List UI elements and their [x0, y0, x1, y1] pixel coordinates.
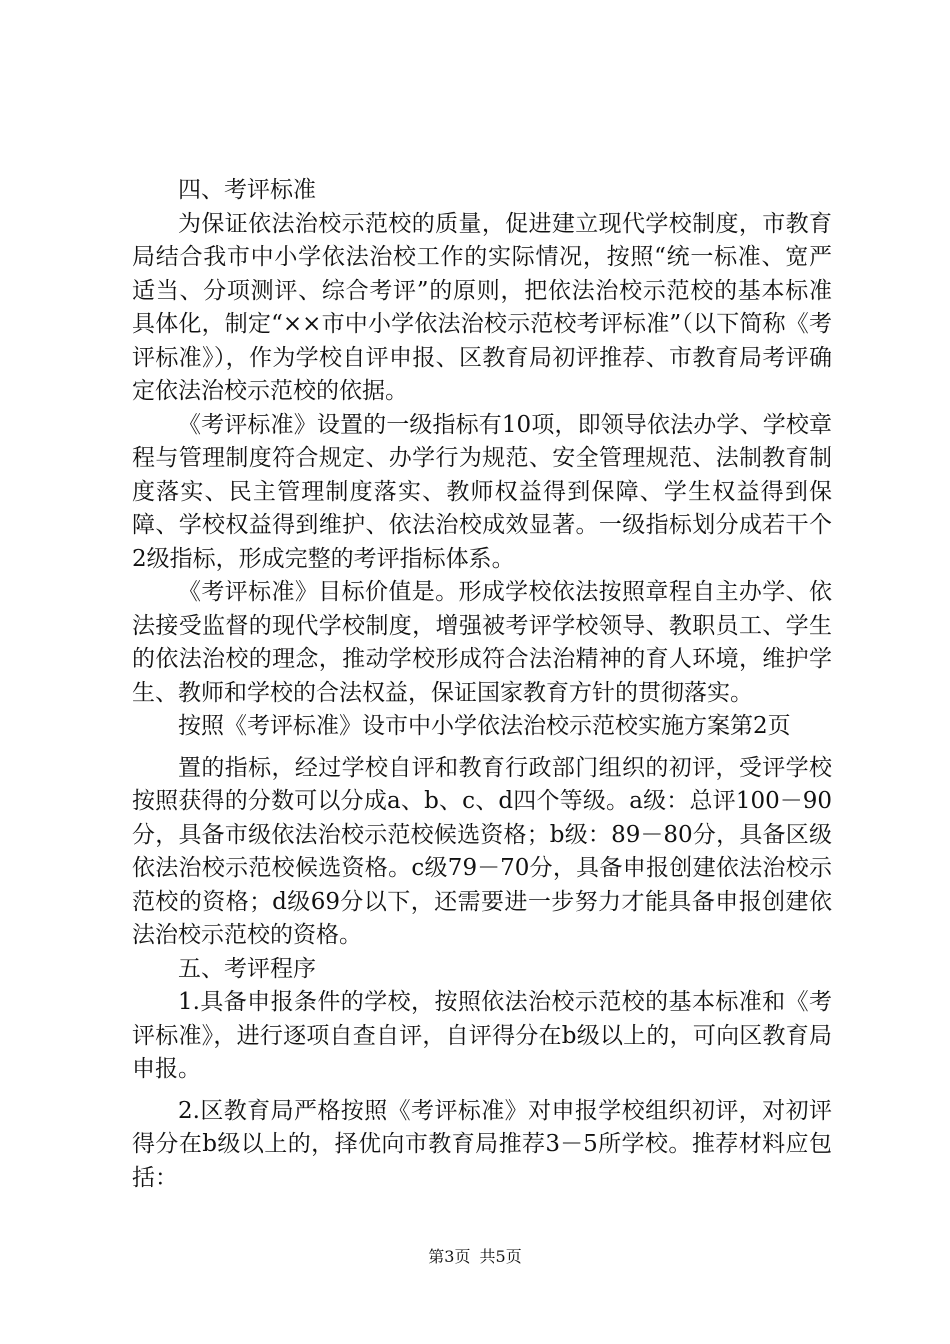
paragraph: 《考评标准》目标价值是。形成学校依法按照章程自主办学、依法接受监督的现代学校制度，增强被考评学校领导、教职员工、学生的依法治校的理念，推动学校形成符合法治精神的育人环境，维护学生、教师和学校的合法权益，保证国家教育方针的贯彻落实。 — [132, 579, 832, 706]
spacer — [132, 744, 832, 752]
section-heading-4: 四、考评标准 — [178, 177, 316, 203]
paragraph: 为保证依法治校示范校的质量，促进建立现代学校制度，市教育局结合我市中小学依法治校工作的实际情况，按照“统一标准、宽严适当、分项测评、综合考评”的原则，把依法治校示范校的基本标准具体化，制定“××市中小学依法治校示范校考评标准”（以下简称《考评标准》），作为学校自评申报、区教育局初评推荐、市教育局考评确定依法治校示范校的依据。 — [132, 210, 832, 404]
page-number: 第3页 — [428, 1247, 471, 1266]
paragraph: 《考评标准》设置的一级指标有10项，即领导依法办学、学校章程与管理制度符合规定、办学行为规范、安全管理规范、法制教育制度落实、民主管理制度落实、教师权益得到保障、学生权益得到保障、学校权益得到维护、依法治校成效显著。一级指标划分成若干个2级指标，形成完整的考评指标体系。 — [132, 411, 832, 572]
paragraph: 置的指标，经过学校自评和教育行政部门组织的初评，受评学校按照获得的分数可以分成a、b、c、d四个等级。a级：总评100－90分，具备市级依法治校示范校候选资格；b级：89－80分，具备区级依法治校示范校候选资格。c级79－70分，具备申报创建依法治校示范校的资格；d级69分以下，还需要进一步努力才能具备申报创建依法治校示范校的资格。 — [132, 754, 832, 948]
spacer — [132, 1087, 832, 1095]
paragraph: 1.具备申报条件的学校，按照依法治校示范校的基本标准和《考评标准》，进行逐项自查自评，自评得分在b级以上的，可向区教育局申报。 — [132, 989, 832, 1082]
page-total: 共5页 — [479, 1247, 522, 1266]
document-body — [132, 174, 832, 1195]
section-heading-5: 五、考评程序 — [178, 955, 316, 982]
paragraph: 2.区教育局严格按照《考评标准》对申报学校组织初评，对初评得分在b级以上的，择优向市教育局推荐3－5所学校。推荐材料应包括： — [132, 1097, 832, 1191]
paragraph: 按照《考评标准》设市中小学依法治校示范校实施方案第2页 — [178, 713, 791, 739]
page-footer — [0, 1244, 950, 1267]
